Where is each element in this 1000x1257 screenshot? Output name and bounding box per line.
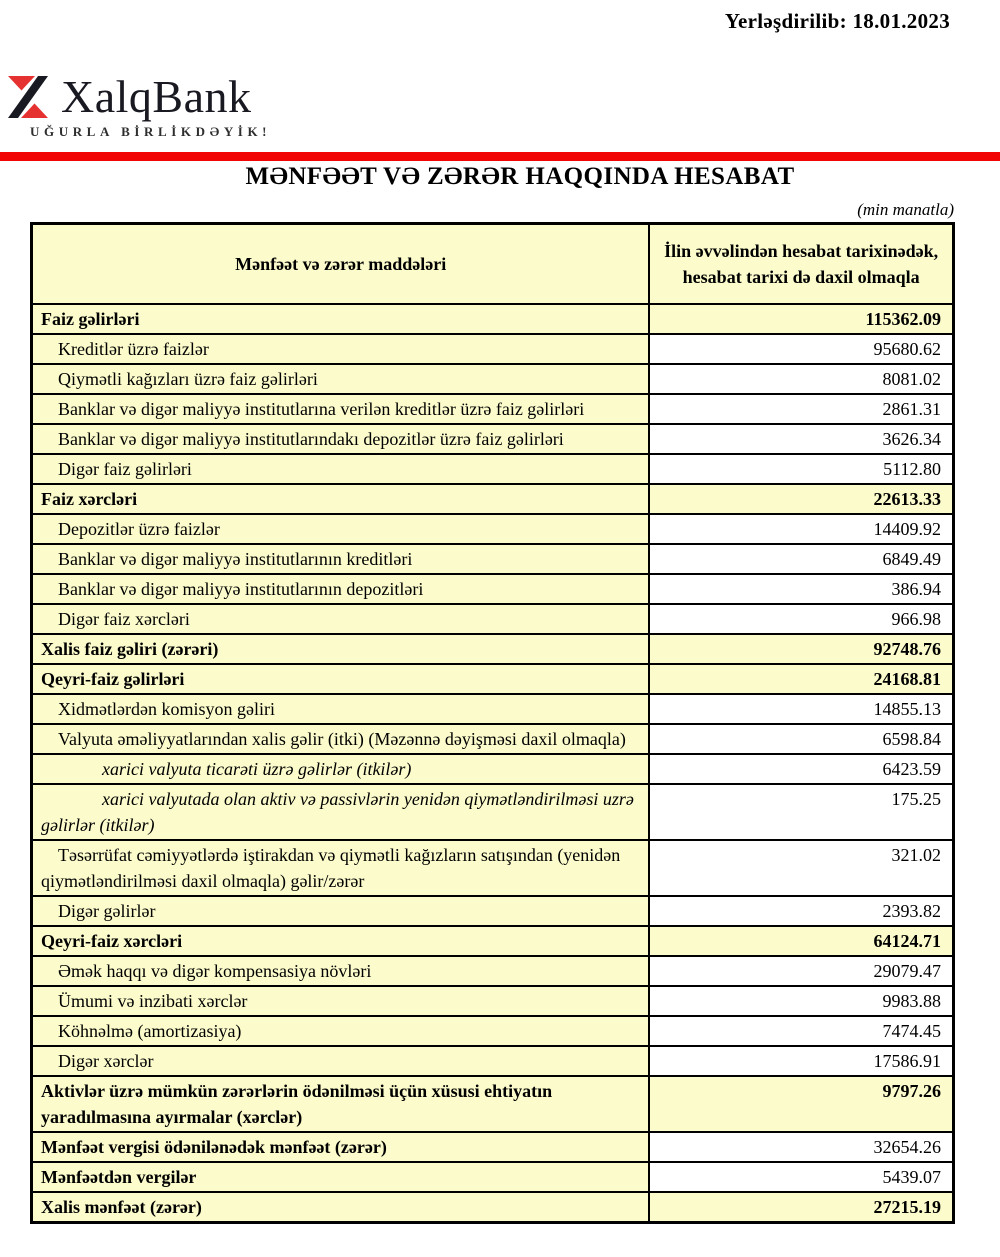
bank-tagline: UĞURLA BİRLİKDƏYİK!: [30, 124, 272, 139]
row-label: Digər xərclər: [32, 1046, 650, 1076]
table-row: [32, 1162, 954, 1192]
row-label: Əmək haqqı və digər kompensasiya növləri: [32, 956, 650, 986]
row-value: 9983.88: [649, 986, 953, 1016]
row-label: xarici valyuta ticarəti üzrə gəlirlər (itkilər): [32, 754, 650, 784]
table-row: [32, 454, 954, 484]
row-value: 64124.71: [649, 926, 953, 956]
table-row: [32, 986, 954, 1016]
table-row: [32, 604, 954, 634]
xalqbank-logo: [8, 71, 252, 122]
row-label: Depozitlər üzrə faizlər: [32, 514, 650, 544]
table-row: [32, 694, 954, 724]
row-label: Qiymətli kağızları üzrə faiz gəlirləri: [32, 364, 650, 394]
row-label: Digər faiz xərcləri: [32, 604, 650, 634]
table-row: [32, 784, 954, 840]
row-label: Təsərrüfat cəmiyyətlərdə iştirakdan və qiymətli kağızların satışından (yenidən qiymətləndirilməsi daxil olmaqla) gəlir/zərər: [32, 840, 650, 896]
row-value: 95680.62: [649, 334, 953, 364]
row-value: 5439.07: [649, 1162, 953, 1192]
table-row: [32, 1076, 954, 1132]
row-label: Faiz xərcləri: [32, 484, 650, 514]
row-value: 29079.47: [649, 956, 953, 986]
unit-note: (min manatla): [857, 200, 954, 219]
table-row: [32, 364, 954, 394]
table-row: [32, 394, 954, 424]
row-label: Aktivlər üzrə mümkün zərərlərin ödənilməsi üçün xüsusi ehtiyatın yaradılmasına ayırmalar (xərclər): [32, 1076, 650, 1132]
row-value: 3626.34: [649, 424, 953, 454]
table-row: [32, 484, 954, 514]
row-value: 966.98: [649, 604, 953, 634]
table-row: [32, 1192, 954, 1223]
table-row: [32, 664, 954, 694]
row-label: Xalis faiz gəliri (zərəri): [32, 634, 650, 664]
row-label: Banklar və digər maliyyə institutlarına verilən kreditlər üzrə faiz gəlirləri: [32, 394, 650, 424]
row-value: 6598.84: [649, 724, 953, 754]
row-label: Faiz gəlirləri: [32, 304, 650, 334]
header-period-column: İlin əvvəlindən hesabat tarixinədək, hesabat tarixi də daxil olmaqla: [649, 224, 953, 304]
row-value: 14409.92: [649, 514, 953, 544]
xalqbank-x-icon: [8, 76, 48, 118]
row-label: Ümumi və inzibati xərclər: [32, 986, 650, 1016]
header-items-column: Mənfəət və zərər maddələri: [32, 224, 650, 304]
table-row: [32, 634, 954, 664]
table-row: [32, 724, 954, 754]
row-value: 32654.26: [649, 1132, 953, 1162]
table-row: [32, 840, 954, 896]
row-value: 27215.19: [649, 1192, 953, 1223]
row-label: Kreditlər üzrə faizlər: [32, 334, 650, 364]
row-value: 2861.31: [649, 394, 953, 424]
row-value: 6423.59: [649, 754, 953, 784]
row-value: 92748.76: [649, 634, 953, 664]
row-value: 321.02: [649, 840, 953, 896]
table-row: [32, 1016, 954, 1046]
page-title: MƏNFƏƏT VƏ ZƏRƏR HAQQINDA HESABAT: [245, 163, 795, 190]
row-value: 7474.45: [649, 1016, 953, 1046]
row-value: 115362.09: [649, 304, 953, 334]
table-row: [32, 574, 954, 604]
table-header-row: [32, 224, 954, 304]
table-row: [32, 754, 954, 784]
table-row: [32, 514, 954, 544]
table-row: [32, 956, 954, 986]
row-value: 8081.02: [649, 364, 953, 394]
row-value: 22613.33: [649, 484, 953, 514]
table-row: [32, 424, 954, 454]
row-value: 5112.80: [649, 454, 953, 484]
row-label: Banklar və digər maliyyə institutlarının kreditləri: [32, 544, 650, 574]
bank-name: XalqBank: [61, 71, 252, 122]
published-date: Yerləşdirilib: 18.01.2023: [724, 9, 950, 33]
row-label: Xidmətlərdən komisyon gəliri: [32, 694, 650, 724]
row-label: Banklar və digər maliyyə institutlarının depozitləri: [32, 574, 650, 604]
table-row: [32, 1132, 954, 1162]
row-label: Qeyri-faiz xərcləri: [32, 926, 650, 956]
row-label: Qeyri-faiz gəlirləri: [32, 664, 650, 694]
row-value: 9797.26: [649, 1076, 953, 1132]
row-label: Valyuta əməliyyatlarından xalis gəlir (itki) (Məzənnə dəyişməsi daxil olmaqla): [32, 724, 650, 754]
red-divider-bar: [0, 152, 1000, 161]
row-label: Mənfəət vergisi ödənilənədək mənfəət (zərər): [32, 1132, 650, 1162]
row-label: Köhnəlmə (amortizasiya): [32, 1016, 650, 1046]
row-value: 17586.91: [649, 1046, 953, 1076]
profit-loss-table: [30, 222, 955, 1224]
row-value: 14855.13: [649, 694, 953, 724]
row-value: 2393.82: [649, 896, 953, 926]
row-label: Digər faiz gəlirləri: [32, 454, 650, 484]
table-row: [32, 544, 954, 574]
row-value: 386.94: [649, 574, 953, 604]
row-label: Mənfəətdən vergilər: [32, 1162, 650, 1192]
table-row: [32, 1046, 954, 1076]
row-label: Banklar və digər maliyyə institutlarındakı depozitlər üzrə faiz gəlirləri: [32, 424, 650, 454]
row-value: 24168.81: [649, 664, 953, 694]
table-row: [32, 334, 954, 364]
row-value: 6849.49: [649, 544, 953, 574]
row-value: 175.25: [649, 784, 953, 840]
row-label: Digər gəlirlər: [32, 896, 650, 926]
row-label: Xalis mənfəət (zərər): [32, 1192, 650, 1223]
table-row: [32, 896, 954, 926]
table-row: [32, 304, 954, 334]
table-row: [32, 926, 954, 956]
row-label: xarici valyutada olan aktiv və passivlərin yenidən qiymətləndirilməsi uzrə gəlirlər (itkilər): [32, 784, 650, 840]
